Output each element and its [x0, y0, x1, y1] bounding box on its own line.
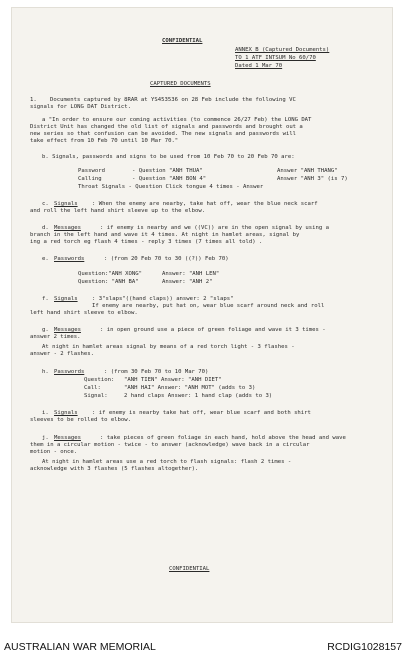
- para-c-line-2: and roll the left hand shirt sleeve up to the elbow.: [30, 208, 206, 214]
- intro-number: 1.: [30, 97, 37, 103]
- intro-line-1: Documents captured by 8RAR at YS453536 on 28 Feb include the following VC: [50, 97, 296, 103]
- para-d-label: d.: [42, 225, 49, 231]
- para-c-heading: Signals: [54, 201, 78, 207]
- para-j-label: j.: [42, 435, 49, 441]
- calling-label: Calling: [78, 176, 102, 182]
- password-question: - Question "ANH THUA": [132, 168, 203, 174]
- para-g-line-1: : in open ground use a piece of green foliage and wave it 3 times -: [100, 327, 326, 333]
- para-e-label: e.: [42, 256, 49, 262]
- para-j-heading: Messages: [54, 435, 81, 441]
- para-i-heading: Signals: [54, 410, 78, 416]
- para-h-line-1: : (from 30 Feb 70 to 10 Mar 70): [104, 369, 209, 375]
- annex-line-2: TO 1 ATF INTSUM No 60/70: [235, 55, 316, 61]
- document-heading: CAPTURED DOCUMENTS: [150, 81, 211, 87]
- archive-footer: [0, 634, 406, 654]
- para-f-line-2: If enemy are nearby, put hat on, wear blue scarf around neck and roll: [92, 303, 325, 309]
- para-i-line-1: : if enemy is nearby take hat off, wear blue scarf and both shirt: [92, 410, 311, 416]
- para-f-heading: Signals: [54, 296, 78, 302]
- para-c-line-1: : When the enemy are nearby, take hat off, wear the blue neck scarf: [92, 201, 318, 207]
- para-h-question-label: Question:: [84, 377, 115, 383]
- para-f-label: f.: [42, 296, 49, 302]
- intro-line-2: signals for LONG DAT District.: [30, 104, 132, 110]
- para-e-question-1: Question:"ANH XONG": [78, 271, 142, 277]
- para-h-call-label: Call:: [84, 385, 101, 391]
- para-a-line-2: District Unit has changed the old list of signals and passwords and brought out a: [30, 124, 303, 130]
- para-e-question-2: Question: "ANH BA": [78, 279, 139, 285]
- para-h-call-value: "ANH HAI" Answer: "ANH MOT" (adds to 3): [124, 385, 256, 391]
- para-j-line-5: acknowledge with 3 flashes (5 flashes altogether).: [30, 466, 199, 472]
- classification-top: CONFIDENTIAL: [162, 38, 203, 44]
- para-d-line-3: ing a red torch eg flash 4 times - reply 3 times (7 times all told) .: [30, 239, 263, 245]
- archive-name: AUSTRALIAN WAR MEMORIAL: [4, 641, 156, 653]
- para-h-label: h.: [42, 369, 49, 375]
- para-h-signal-value: 2 hand claps Answer: 1 hand clap (adds to 3): [124, 393, 273, 399]
- para-g-label: g.: [42, 327, 49, 333]
- calling-question: - Question "ANH BON 4": [132, 176, 207, 182]
- para-f-line-1: : 3"slaps"((hand claps)) answer: 2 "slaps": [92, 296, 234, 302]
- throat-signals: Throat Signals - Question Click tongue 4 times - Answer: [78, 184, 264, 190]
- password-label: Password: [78, 168, 105, 174]
- para-f-line-3: left hand shirt sleeve to elbow.: [30, 310, 138, 316]
- para-e-heading: Passwords: [54, 256, 85, 262]
- annex-line-3: Dated 1 Mar 70: [235, 63, 283, 69]
- para-d-line-2: branch in the left hand and wave it 4 times. At night in hamlet areas, signal by: [30, 232, 300, 238]
- para-j-line-4: At night in hamlet areas use a red torch to flash signals: flash 2 times -: [42, 459, 292, 465]
- para-e-answer-1: Answer: "ANH LEN": [162, 271, 220, 277]
- para-g-heading: Messages: [54, 327, 81, 333]
- para-e-answer-2: Answer: "ANH 2": [162, 279, 213, 285]
- calling-answer: Answer "ANH 3" (is 7): [277, 176, 348, 182]
- para-a-line-4: take effect from 10 Feb 70 until 10 Mar 70.": [30, 138, 179, 144]
- para-d-heading: Messages: [54, 225, 81, 231]
- para-a-line-3: new series so that confusion can be avoided. The new signals and passwords will: [30, 131, 297, 137]
- para-h-signal-label: Signal:: [84, 393, 108, 399]
- para-j-line-2: them in a circular motion - twice - to answer (acknowledge) wave back in a circular: [30, 442, 310, 448]
- annex-line-1: ANNEX B (Captured Documents): [235, 47, 330, 53]
- para-h-question-value: "ANH TIEN" Answer: "ANH DIET": [124, 377, 222, 383]
- para-a-line-1: a "In order to ensure our coming activities (to commence 26/27 Feb) the LONG DAT: [42, 117, 312, 123]
- password-answer: Answer "ANH THANG": [277, 168, 338, 174]
- document-page: [12, 8, 392, 622]
- para-g-line-2: answer 2 times.: [30, 334, 81, 340]
- document-body: [12, 8, 392, 622]
- para-j-line-3: motion - once.: [30, 449, 78, 455]
- para-g-line-3: At night in hamlet areas signal by means of a red torch light - 3 flashes -: [42, 344, 295, 350]
- para-g-line-4: answer - 2 flashes.: [30, 351, 94, 357]
- para-i-line-2: sleeves to be rolled to elbow.: [30, 417, 132, 423]
- classification-bottom: CONFIDENTIAL: [169, 566, 210, 572]
- para-c-label: c.: [42, 201, 49, 207]
- para-i-label: i.: [42, 410, 49, 416]
- record-id: RCDIG1028157: [327, 641, 402, 653]
- para-d-line-1: : if enemy is nearby and we ((VC)) are in the open signal by using a: [100, 225, 330, 231]
- para-b-heading: b. Signals, passwords and signs to be used from 10 Feb 70 to 20 Feb 70 are:: [42, 154, 295, 160]
- para-h-heading: Passwords: [54, 369, 85, 375]
- para-j-line-1: : take pieces of green foliage in each hand, hold above the head and wave: [100, 435, 346, 441]
- para-e-line-1: : (from 20 Feb 70 to 30 ((?)) Feb 70): [104, 256, 229, 262]
